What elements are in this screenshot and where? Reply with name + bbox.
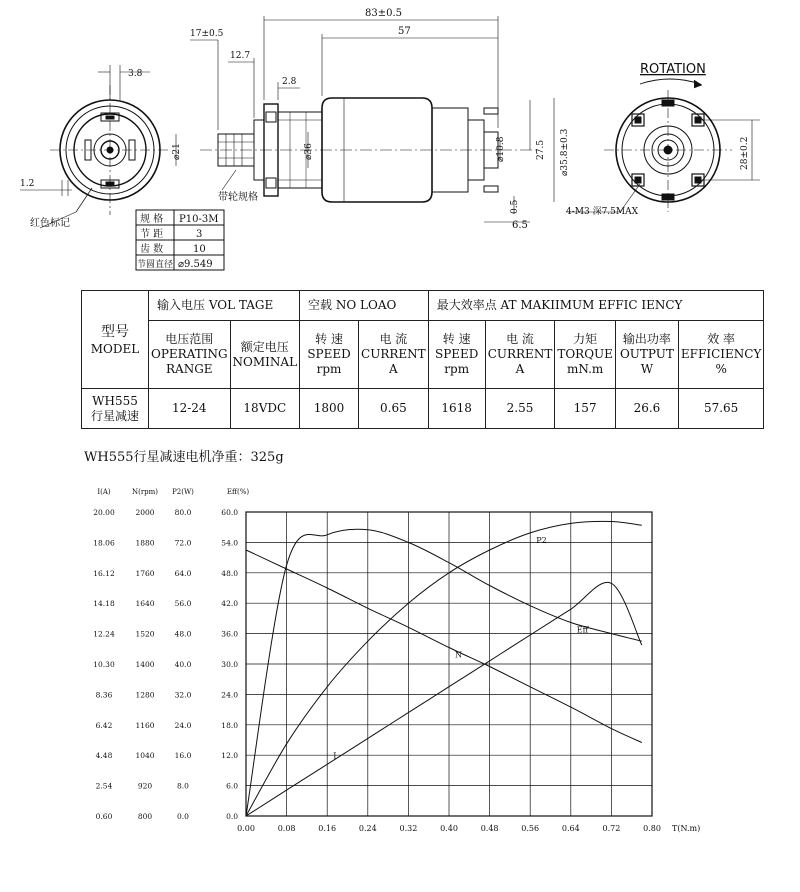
y-tick-label: 24.0: [221, 690, 238, 700]
col-me-current: 电 流 CURRENT A: [485, 321, 555, 389]
chart-axis-labels: [93, 488, 700, 833]
y-tick-label: 42.0: [221, 599, 238, 609]
gear-spec-value: 3: [196, 229, 203, 240]
x-tick-label: 0.08: [277, 824, 296, 833]
y-tick-label: 18.0: [221, 720, 238, 730]
x-tick-label: 0.16: [318, 824, 337, 833]
dim-terminal-thk: 0.5: [510, 199, 520, 214]
spec-table: [81, 290, 764, 429]
performance-chart: [0, 480, 800, 840]
y-tick-label: 1160: [135, 720, 155, 730]
dim-shaft: 3.8: [128, 69, 143, 79]
y-tick-label: 14.18: [93, 599, 115, 609]
dim-mount-spacing: 28±0.2: [740, 136, 750, 170]
dim-hub-dia: ⌀10.8: [496, 136, 506, 162]
y-tick-label: 48.0: [174, 629, 192, 639]
gear-spec-key: 节 距: [140, 229, 164, 240]
nl-current-value: 0.65: [359, 389, 429, 429]
y-tick-label: 40.0: [174, 660, 192, 669]
y-tick-label: 2000: [135, 508, 155, 517]
model-cell: WH555 行星减速: [82, 389, 149, 429]
x-tick-label: 0.72: [602, 824, 621, 833]
x-tick-label: 0.00: [237, 824, 255, 833]
series-label-eff: Eff: [576, 625, 589, 635]
y-tick-label: 60.0: [221, 508, 238, 517]
col-me-torque: 力矩 TORQUE mN.m: [555, 321, 616, 389]
me-eff-value: 57.65: [678, 389, 763, 429]
dim-overall: 83±0.5: [365, 8, 403, 19]
y-tick-label: 1400: [135, 660, 155, 669]
dim-mount-holes: 4-M3 深7.5MAX: [566, 207, 639, 217]
dim-height: 27.5: [536, 139, 546, 160]
col-nominal: 额定电压 NOMINAL: [230, 321, 300, 389]
col-me-eff: 效 率 EFFICIENCY %: [678, 321, 763, 389]
col-nl-speed: 转 速 SPEED rpm: [300, 321, 359, 389]
gear-spec-key: 规 格: [140, 214, 164, 225]
y-tick-label: 16.0: [174, 751, 192, 761]
y-tick-label: 48.0: [221, 568, 238, 578]
series-line-i: [246, 582, 642, 816]
y-tick-label: 72.0: [174, 538, 192, 548]
y-tick-label: 920: [137, 781, 153, 791]
y-tick-label: 8.36: [95, 690, 113, 700]
dim-pin: 1.2: [20, 179, 35, 189]
y-tick-label: 20.00: [93, 508, 115, 517]
gear-spec-value: ⌀9.549: [178, 259, 213, 270]
op-range-value: 12-24: [149, 389, 231, 429]
y-tick-label: 64.0: [174, 568, 192, 578]
model-header-en: MODEL: [90, 342, 140, 356]
x-tick-label: 0.48: [480, 824, 499, 833]
y-tick-label: 32.0: [174, 690, 192, 700]
voltage-header: 输入电压 VOL TAGE: [149, 291, 300, 321]
y-tick-label: 30.0: [221, 660, 238, 669]
col-op-range: 电压范围 OPERATING RANGE: [149, 321, 231, 389]
rotation-label: ROTATION: [640, 62, 706, 77]
series-label-i: I: [333, 751, 337, 761]
y-axis-header: N(rpm): [131, 488, 159, 496]
right-end-view: [566, 79, 760, 212]
x-tick-label: 0.56: [521, 824, 540, 833]
y-tick-label: 4.48: [95, 751, 113, 761]
red-mark-label: 红色标记: [30, 218, 70, 229]
y-tick-label: 8.0: [177, 781, 189, 791]
col-me-output: 输出功率 OUTPUT W: [615, 321, 678, 389]
dim-flange-thk: 2.8: [282, 77, 297, 87]
gear-spec-value: P10-3M: [179, 214, 219, 225]
dim-flange-offset: 17±0.5: [190, 29, 224, 39]
nl-speed-value: 1800: [300, 389, 359, 429]
chart-series: [246, 521, 642, 816]
y-tick-label: 800: [137, 812, 153, 821]
y-tick-label: 36.0: [221, 629, 238, 639]
gear-spec-table: [136, 210, 224, 270]
left-end-view: [20, 65, 170, 228]
y-tick-label: 16.12: [93, 568, 115, 578]
chart-grid: [246, 512, 652, 816]
dim-body: 57: [398, 26, 411, 37]
col-nl-current: 电 流 CURRENT A: [359, 321, 429, 389]
gear-spec-value: 10: [193, 244, 206, 255]
series-line-p2: [246, 521, 642, 816]
me-speed-value: 1618: [428, 389, 485, 429]
y-tick-label: 54.0: [221, 538, 238, 548]
y-tick-label: 1880: [135, 538, 155, 548]
model-header: 型号: [101, 324, 129, 340]
series-label-p2: P2: [536, 535, 547, 545]
col-me-speed: 转 速 SPEED rpm: [428, 321, 485, 389]
dim-gear-dia: ⌀21: [172, 143, 182, 160]
dim-body-dia: ⌀36: [304, 143, 314, 160]
y-axis-header: P2(W): [172, 488, 194, 496]
dim-terminal-len: 6.5: [512, 220, 528, 231]
noload-header: 空载 NO LOAO: [300, 291, 429, 321]
dim-can-dia: ⌀35.8±0.3: [560, 128, 570, 176]
y-axis-header: Eff(%): [226, 488, 250, 496]
y-tick-label: 2.54: [95, 781, 113, 791]
nominal-value: 18VDC: [230, 389, 300, 429]
model-header-cell: [82, 291, 149, 389]
technical-drawing: [0, 0, 800, 280]
y-tick-label: 12.0: [221, 751, 238, 761]
series-line-n: [246, 550, 642, 743]
y-tick-label: 80.0: [174, 508, 192, 517]
x-tick-label: 0.32: [399, 824, 418, 833]
dim-gearbox: 12.7: [230, 51, 251, 61]
y-tick-label: 1520: [135, 629, 155, 639]
y-tick-label: 18.06: [93, 538, 115, 548]
y-tick-label: 1280: [135, 690, 155, 700]
series-label-n: N: [455, 650, 462, 660]
y-tick-label: 0.0: [226, 812, 238, 821]
maxeff-header: 最大效率点 AT MAKIIMUM EFFIC IENCY: [428, 291, 764, 321]
x-tick-label: 0.64: [561, 824, 580, 833]
x-tick-label: 0.24: [358, 824, 377, 833]
y-tick-label: 1640: [135, 599, 155, 609]
me-torque-value: 157: [555, 389, 616, 429]
gear-spec-label: 带轮规格: [218, 192, 258, 203]
me-current-value: 2.55: [485, 389, 555, 429]
y-tick-label: 6.42: [95, 720, 113, 730]
gear-spec-key: 齿 数: [140, 244, 164, 255]
series-line-eff: [246, 529, 642, 816]
y-tick-label: 56.0: [174, 599, 192, 609]
y-tick-label: 1760: [135, 568, 155, 578]
y-tick-label: 12.24: [93, 629, 115, 639]
x-axis-label: T(N.m): [672, 824, 701, 833]
y-axis-header: I(A): [97, 488, 111, 496]
x-tick-label: 0.80: [643, 824, 661, 833]
y-tick-label: 1040: [135, 751, 155, 761]
gear-spec-key: 节圆直径: [137, 260, 174, 270]
y-tick-label: 10.30: [93, 660, 115, 669]
weight-note: WH555行星减速电机净重：325g: [84, 450, 284, 465]
y-tick-label: 24.0: [174, 720, 192, 730]
y-tick-label: 6.0: [226, 781, 238, 791]
y-tick-label: 0.60: [95, 812, 113, 821]
y-tick-label: 0.0: [177, 812, 189, 821]
x-tick-label: 0.40: [440, 824, 458, 833]
me-output-value: 26.6: [615, 389, 678, 429]
